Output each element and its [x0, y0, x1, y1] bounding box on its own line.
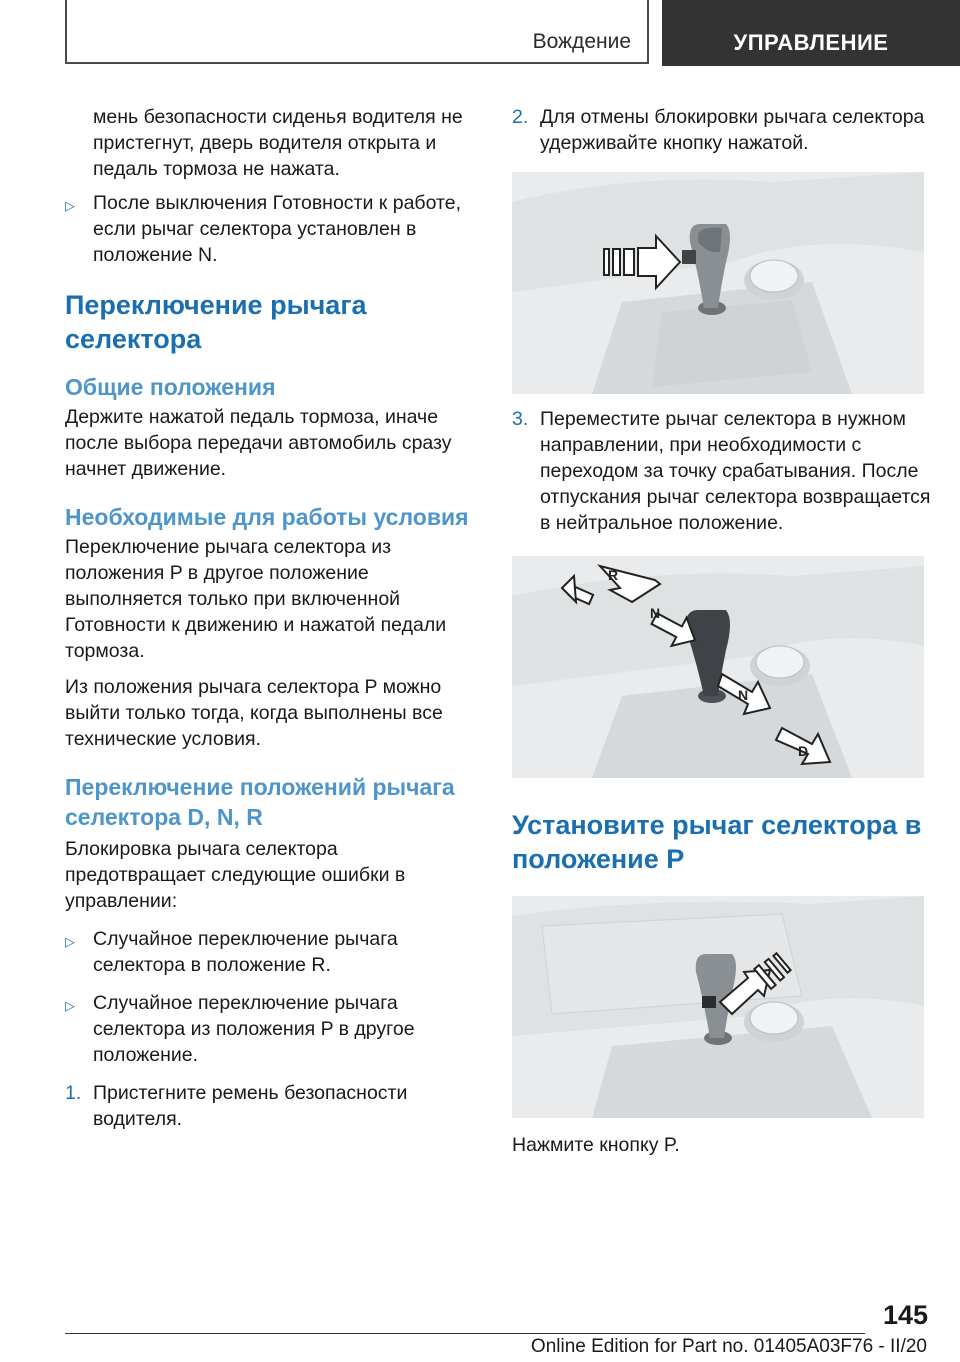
- fig-label-d: D: [798, 743, 809, 759]
- step-text: Для отмены блокировки рычага селектора удерживайте кнопку нажатой.: [540, 106, 925, 154]
- paragraph-conditions-2: Из положения рычага селектора P можно выйти только тогда, когда выполнены все технические условия.: [65, 676, 443, 750]
- left-column: [65, 104, 480, 1132]
- figure-shift-directions: [512, 556, 924, 778]
- section-heading-park: Установите рычаг селектора в положение P: [512, 810, 922, 874]
- subheading-dnr: Переключение положений рычага селектора D, N, R: [65, 774, 455, 830]
- subheading-general: Общие положения: [65, 374, 276, 400]
- header-frame: [65, 0, 649, 64]
- paragraph-conditions-1: Переключение рычага селектора из положения P в другое положение выполняется только при включенной Готовности к движению и нажатой педали тормоза.: [65, 536, 447, 662]
- step-number: 2.: [512, 106, 529, 128]
- page-number: 145: [882, 1300, 928, 1330]
- fig-label-n-down: N: [738, 687, 749, 703]
- step-number: 1.: [65, 1082, 82, 1104]
- list-item: [65, 104, 480, 182]
- caption-park: Нажмите кнопку P.: [512, 1134, 680, 1156]
- chapter-title: УПРАВЛЕНИЕ: [733, 30, 889, 55]
- triangle-bullet-icon: ▷: [65, 198, 75, 213]
- step-item: [512, 104, 932, 156]
- list-item-text: Случайное переключение рычага селектора в положение R.: [93, 928, 398, 976]
- edition-info: Online Edition for Part no. 01405A03F76 - II/20: [530, 1336, 927, 1357]
- section-heading-shift: Переключение рычага селектора: [65, 290, 367, 354]
- step-text: Переместите рычаг селектора в нужном направлении, при необходимости с переходом за точку срабатывания. После отпускания рычаг селектора возвращается в нейтральное положение.: [540, 408, 931, 534]
- list-item: [65, 990, 480, 1068]
- triangle-bullet-icon: ▷: [65, 998, 75, 1013]
- paragraph-general: Держите нажатой педаль тормоза, иначе после выбора передачи автомобиль сразу начнет движение.: [65, 406, 452, 480]
- fig-label-n-up: N: [650, 605, 661, 621]
- step-number: 3.: [512, 408, 529, 430]
- chapter-tab: [662, 0, 960, 66]
- footer-divider: [65, 1333, 865, 1334]
- section-title: Вождение: [532, 30, 631, 53]
- paragraph-dnr: Блокировка рычага селектора предотвращает следующие ошибки в управлении:: [65, 838, 406, 912]
- list-item: [65, 926, 480, 978]
- list-item-text: мень безопасности сиденья водителя не пристегнут, дверь водителя открыта и педаль тормоза не нажата.: [93, 106, 463, 180]
- step-item: [512, 406, 932, 536]
- list-item-text: После выключения Готовности к работе, если рычаг селектора установлен в положение N.: [93, 192, 461, 266]
- right-column: [512, 104, 932, 1158]
- figure-park-button: [512, 896, 924, 1118]
- subheading-conditions: Необходимые для работы условия: [65, 504, 469, 530]
- fig-label-r: R: [608, 567, 619, 583]
- step-item: [65, 1080, 480, 1132]
- list-item-text: Случайное переключение рычага селектора из положения P в другое положение.: [93, 992, 415, 1066]
- figure-unlock-button: [512, 172, 924, 394]
- list-item: [65, 190, 480, 268]
- step-text: Пристегните ремень безопасности водителя.: [93, 1082, 408, 1130]
- triangle-bullet-icon: ▷: [65, 934, 75, 949]
